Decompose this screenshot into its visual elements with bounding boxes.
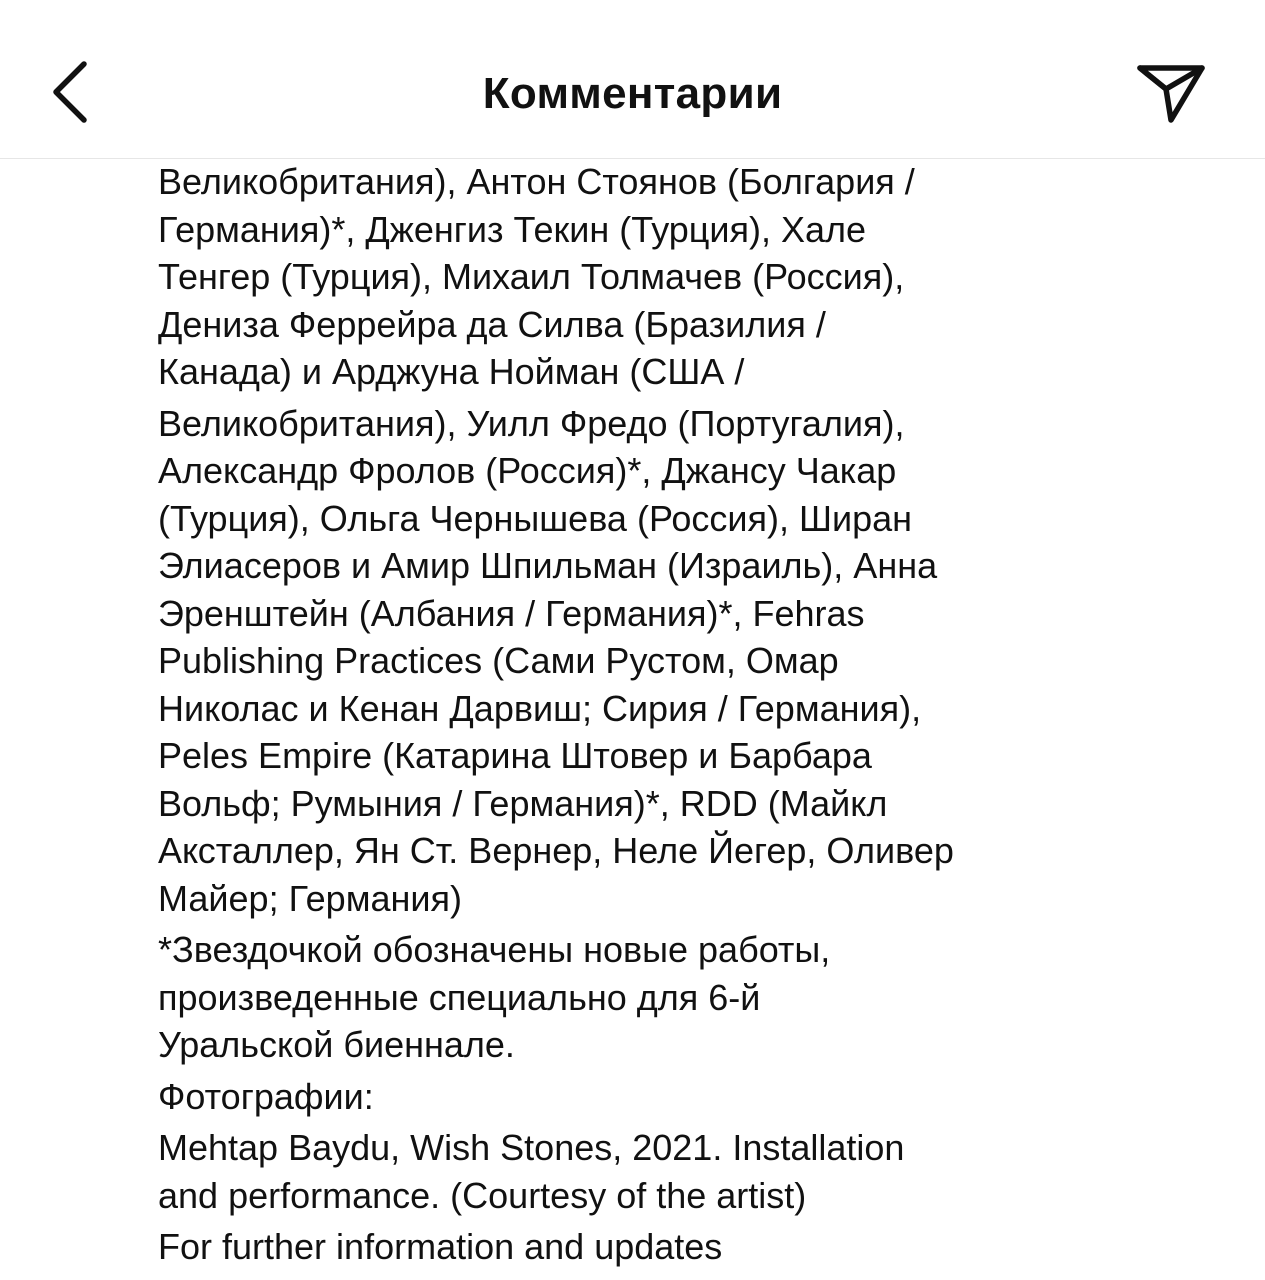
comment-text-line: Александр Фролов (Россия)*, Джансу Чакар: [158, 450, 897, 491]
comment-text-line: Уральской биеннале.: [158, 1024, 515, 1065]
comment-text-line: Элиасеров и Амир Шпильман (Израиль), Анна: [158, 545, 938, 586]
comment-text-line: (Турция), Ольга Чернышева (Россия), Ширан: [158, 497, 913, 539]
comment-text-line: Эренштейн (Албания / Германия)*, Fehras: [158, 592, 865, 634]
comment-text-line: and performance. (Courtesy of the artist): [158, 1174, 807, 1216]
comment-text-line: Майер; Германия): [158, 877, 462, 919]
comment-paragraph: [158, 1223, 1158, 1271]
comment-paragraph: [158, 1124, 1158, 1219]
comment-text-line: произведенные специально для 6-й: [158, 976, 761, 1018]
comment-text-line: Великобритания), Антон Стоянов (Болгария /: [158, 161, 915, 202]
comment-text-line: Вольф; Румыния / Германия)*, RDD (Майкл: [158, 782, 888, 824]
comment-paragraph: [158, 926, 1158, 1069]
header-bar: [0, 0, 1265, 159]
comment-paragraph: [158, 158, 1158, 396]
comment-text-line: Фотографии:: [158, 1075, 374, 1117]
share-button[interactable]: [1130, 58, 1210, 130]
comment-text-line: *Звездочкой обозначены новые работы,: [158, 929, 831, 970]
comment-paragraph: [158, 400, 1158, 923]
comment-text-line: Publishing Practices (Сами Рустом, Омар: [158, 640, 839, 681]
comment-text-line: For further information and updates: [158, 1226, 723, 1267]
comment-text-line: Николас и Кенан Дарвиш; Сирия / Германия),: [158, 687, 922, 729]
comment-text-line: Peles Empire (Катарина Штовер и Барбара: [158, 735, 872, 776]
comment-text-line: Канада) и Арджуна Нойман (США /: [158, 351, 745, 392]
comment-body: [158, 158, 1158, 1280]
page-title: Комментарии: [482, 69, 783, 118]
comment-text-line: Тенгер (Турция), Михаил Толмачев (Россия),: [158, 256, 905, 297]
comment-paragraph: [158, 1073, 1158, 1121]
comment-text-line: Дениза Феррейра да Силва (Бразилия /: [158, 303, 826, 345]
comment-text-line: Акcталлер, Ян Ст. Вернер, Неле Йегер, Оливер: [158, 830, 954, 871]
comment-text-line: Mehtap Baydu, Wish Stones, 2021. Installation: [158, 1127, 905, 1168]
comment-text-line: Великобритания), Уилл Фредо (Португалия),: [158, 402, 905, 444]
paper-plane-icon: [1130, 58, 1210, 130]
comment-text-line: Германия)*, Дженгиз Текин (Турция), Хале: [158, 208, 867, 250]
